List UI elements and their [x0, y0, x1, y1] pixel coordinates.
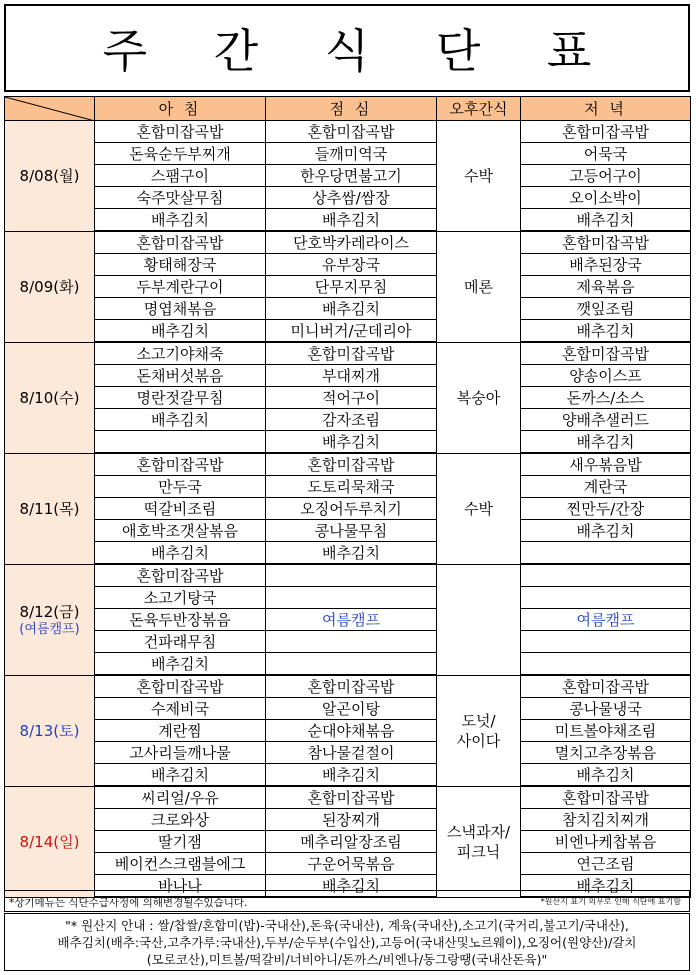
table-row	[5, 431, 691, 454]
dinner-item: 참치김치찌개	[521, 809, 691, 831]
table-row	[5, 143, 691, 165]
snack-item	[437, 121, 521, 232]
breakfast-item: 배추김치	[95, 320, 266, 343]
breakfast-item: 두부계란구이	[95, 276, 266, 298]
day-date: 8/10(수)	[19, 388, 80, 407]
lunch-item: 구운어묵볶음	[266, 853, 437, 875]
table-row	[5, 342, 691, 365]
day-label	[5, 786, 95, 897]
breakfast-item: 명란젓갈무침	[95, 387, 266, 409]
table-row	[5, 498, 691, 520]
breakfast-item: 돈육순두부찌개	[95, 143, 266, 165]
lunch-item: 콩나물무침	[266, 520, 437, 542]
table-row	[5, 675, 691, 698]
snack-text: 메론	[464, 277, 493, 296]
menu-table	[4, 96, 691, 898]
breakfast-item: 배추김치	[95, 542, 266, 565]
dinner-item: 여름캠프	[521, 609, 691, 631]
table-row	[5, 587, 691, 609]
dinner-item: 찐만두/간장	[521, 498, 691, 520]
table-row	[5, 542, 691, 565]
breakfast-item: 소고기야채죽	[95, 342, 266, 365]
breakfast-item: 크로와상	[95, 809, 266, 831]
breakfast-item: 소고기탕국	[95, 587, 266, 609]
table-row	[5, 631, 691, 653]
lunch-item	[266, 587, 437, 609]
notes-bar	[4, 890, 690, 912]
breakfast-item: 만두국	[95, 476, 266, 498]
dinner-item: 깻잎조림	[521, 298, 691, 320]
dinner-item: 오이소박이	[521, 187, 691, 209]
lunch-item: 오징어두루치기	[266, 498, 437, 520]
day-sublabel: (여름캠프)	[19, 621, 80, 637]
lunch-item: 배추김치	[266, 542, 437, 565]
dinner-item	[521, 564, 691, 587]
day-date: 8/12(금)	[19, 602, 80, 621]
dinner-item: 양배추샐러드	[521, 409, 691, 431]
dinner-item: 돈까스/소스	[521, 387, 691, 409]
breakfast-item: 명엽채볶음	[95, 298, 266, 320]
day-date: 8/14(일)	[19, 832, 80, 851]
lunch-item: 단호박카레라이스	[266, 231, 437, 254]
breakfast-item: 혼합미잡곡밥	[95, 453, 266, 476]
breakfast-item: 고사리들깨나물	[95, 742, 266, 764]
table-row	[5, 121, 691, 143]
dinner-item	[521, 587, 691, 609]
dinner-item: 배추김치	[521, 209, 691, 232]
lunch-item: 적어구이	[266, 387, 437, 409]
origin-notice	[4, 913, 690, 971]
table-row	[5, 453, 691, 476]
lunch-item: 혼합미잡곡밥	[266, 453, 437, 476]
day-label	[5, 342, 95, 453]
lunch-item: 된장찌개	[266, 809, 437, 831]
lunch-item	[266, 653, 437, 676]
lunch-item: 도토리묵채국	[266, 476, 437, 498]
day-date: 8/09(화)	[19, 277, 80, 296]
snack-item	[437, 231, 521, 342]
table-row	[5, 831, 691, 853]
lunch-item: 배추김치	[266, 209, 437, 232]
breakfast-item: 돈육두반장볶음	[95, 609, 266, 631]
menu-body	[5, 121, 691, 898]
lunch-item: 상추쌈/쌈장	[266, 187, 437, 209]
notes-left: *상기메뉴는 식단수급사정에 의해변경될수있습니다.	[9, 897, 248, 909]
dinner-item: 배추김치	[521, 764, 691, 787]
breakfast-item: 혼합미잡곡밥	[95, 675, 266, 698]
header-lunch: 점 심	[266, 97, 437, 121]
lunch-item: 감자조림	[266, 409, 437, 431]
breakfast-item: 수제비국	[95, 698, 266, 720]
corner-cell	[5, 97, 95, 121]
lunch-item	[266, 631, 437, 653]
breakfast-item: 배추김치	[95, 653, 266, 676]
snack-item	[437, 675, 521, 786]
breakfast-item: 돈채버섯볶음	[95, 365, 266, 387]
dinner-item: 멸치고추장볶음	[521, 742, 691, 764]
day-date: 8/11(목)	[19, 499, 80, 518]
breakfast-item: 떡갈비조림	[95, 498, 266, 520]
lunch-item: 배추김치	[266, 298, 437, 320]
breakfast-item: 건파래무침	[95, 631, 266, 653]
day-date: 8/13(토)	[19, 721, 80, 740]
origin-line: (모로코산),미트볼/떡갈비/너비아니/돈까스/비엔나/동그랑땡(국내산돈육)"	[146, 952, 548, 967]
breakfast-item: 배추김치	[95, 764, 266, 787]
breakfast-item: 혼합미잡곡밥	[95, 121, 266, 143]
dinner-item: 미트볼야채조림	[521, 720, 691, 742]
snack-text: 스낵과자/ 피크닉	[446, 822, 510, 861]
dinner-item: 고등어구이	[521, 165, 691, 187]
notes-right: *원산지 표기 의무로 인해 식단에 표기함	[540, 897, 681, 906]
table-row	[5, 209, 691, 232]
dinner-item	[521, 542, 691, 565]
dinner-item: 혼합미잡곡밥	[521, 342, 691, 365]
table-row	[5, 720, 691, 742]
table-row	[5, 254, 691, 276]
snack-text: 수박	[464, 499, 493, 518]
day-date: 8/08(월)	[19, 166, 80, 185]
lunch-item: 배추김치	[266, 764, 437, 787]
breakfast-item: 숙주맛살무침	[95, 187, 266, 209]
table-row	[5, 276, 691, 298]
title-box	[4, 4, 690, 92]
day-label	[5, 564, 95, 675]
lunch-item: 여름캠프	[266, 609, 437, 631]
snack-text: 수박	[464, 166, 493, 185]
lunch-item: 혼합미잡곡밥	[266, 786, 437, 809]
table-row	[5, 320, 691, 343]
breakfast-item: 배추김치	[95, 409, 266, 431]
dinner-item: 비엔나케찹볶음	[521, 831, 691, 853]
table-row	[5, 365, 691, 387]
lunch-item: 들깨미역국	[266, 143, 437, 165]
breakfast-item: 배추김치	[95, 209, 266, 232]
breakfast-item: 스팸구이	[95, 165, 266, 187]
lunch-item: 알곤이탕	[266, 698, 437, 720]
dinner-item: 배추된장국	[521, 254, 691, 276]
lunch-item	[266, 564, 437, 587]
breakfast-item: 딸기잼	[95, 831, 266, 853]
snack-text: 복숭아	[456, 388, 501, 407]
breakfast-item: 혼합미잡곡밥	[95, 564, 266, 587]
dinner-item: 제육볶음	[521, 276, 691, 298]
lunch-item: 혼합미잡곡밥	[266, 675, 437, 698]
dinner-item	[521, 653, 691, 676]
origin-line: 배추김치(배추:국산,고추가루:국내산),두부/순두부(수입산),고등어(국내산및노르웨이),오징어(원양산)/갈치	[57, 935, 637, 950]
breakfast-item: 황태해장국	[95, 254, 266, 276]
header-breakfast: 아 침	[95, 97, 266, 121]
table-row	[5, 520, 691, 542]
table-row	[5, 742, 691, 764]
dinner-item: 어묵국	[521, 143, 691, 165]
table-row	[5, 853, 691, 875]
breakfast-item: 혼합미잡곡밥	[95, 231, 266, 254]
day-label	[5, 675, 95, 786]
page-title: 주 간 식 단 표	[102, 24, 618, 78]
dinner-item: 콩나물냉국	[521, 698, 691, 720]
dinner-item: 배추김치	[521, 875, 691, 898]
snack-item	[437, 453, 521, 564]
header-row	[5, 97, 691, 121]
day-label	[5, 453, 95, 564]
origin-line: "* 원산지 안내 : 쌀/찹쌀/혼합미(밥)-국내산),돈육(국내산), 계육(국내산),소고기(국거리,불고기/국내산),	[65, 918, 629, 933]
table-row	[5, 387, 691, 409]
lunch-item: 한우당면불고기	[266, 165, 437, 187]
table-row	[5, 609, 691, 631]
table-row	[5, 698, 691, 720]
header-snack: 오후간식	[437, 97, 521, 121]
dinner-item: 배추김치	[521, 520, 691, 542]
breakfast-item: 계란찜	[95, 720, 266, 742]
snack-item	[437, 786, 521, 897]
lunch-item: 배추김치	[266, 875, 437, 898]
snack-text: 도넛/ 사이다	[456, 711, 501, 750]
dinner-item: 혼합미잡곡밥	[521, 121, 691, 143]
day-label	[5, 121, 95, 232]
lunch-item: 유부장국	[266, 254, 437, 276]
lunch-item: 배추김치	[266, 431, 437, 454]
lunch-item: 혼합미잡곡밥	[266, 121, 437, 143]
breakfast-item	[95, 431, 266, 454]
dinner-item: 배추김치	[521, 431, 691, 454]
table-row	[5, 476, 691, 498]
table-row	[5, 231, 691, 254]
snack-item	[437, 564, 521, 675]
day-label	[5, 231, 95, 342]
lunch-item: 미니버거/군데리아	[266, 320, 437, 343]
table-row	[5, 298, 691, 320]
table-row	[5, 764, 691, 787]
dinner-item	[521, 631, 691, 653]
lunch-item: 단무지무침	[266, 276, 437, 298]
breakfast-item: 베이컨스크램블에그	[95, 853, 266, 875]
dinner-item: 양송이스프	[521, 365, 691, 387]
table-row	[5, 187, 691, 209]
table-row	[5, 165, 691, 187]
breakfast-item: 씨리얼/우유	[95, 786, 266, 809]
table-row	[5, 653, 691, 676]
table-row	[5, 786, 691, 809]
breakfast-item: 바나나	[95, 875, 266, 898]
header-dinner: 저 녁	[521, 97, 691, 121]
lunch-item: 부대찌개	[266, 365, 437, 387]
diagonal-line	[5, 97, 95, 121]
dinner-item: 혼합미잡곡밥	[521, 675, 691, 698]
dinner-item: 배추김치	[521, 320, 691, 343]
dinner-item: 연근조림	[521, 853, 691, 875]
lunch-item: 혼합미잡곡밥	[266, 342, 437, 365]
dinner-item: 혼합미잡곡밥	[521, 786, 691, 809]
lunch-item: 순대야채볶음	[266, 720, 437, 742]
dinner-item: 계란국	[521, 476, 691, 498]
lunch-item: 메추리알장조림	[266, 831, 437, 853]
snack-item	[437, 342, 521, 453]
table-row	[5, 564, 691, 587]
lunch-item: 참나물겉절이	[266, 742, 437, 764]
dinner-item: 새우볶음밥	[521, 453, 691, 476]
dinner-item: 혼합미잡곡밥	[521, 231, 691, 254]
breakfast-item: 애호박조갯살볶음	[95, 520, 266, 542]
table-row	[5, 809, 691, 831]
table-row	[5, 409, 691, 431]
